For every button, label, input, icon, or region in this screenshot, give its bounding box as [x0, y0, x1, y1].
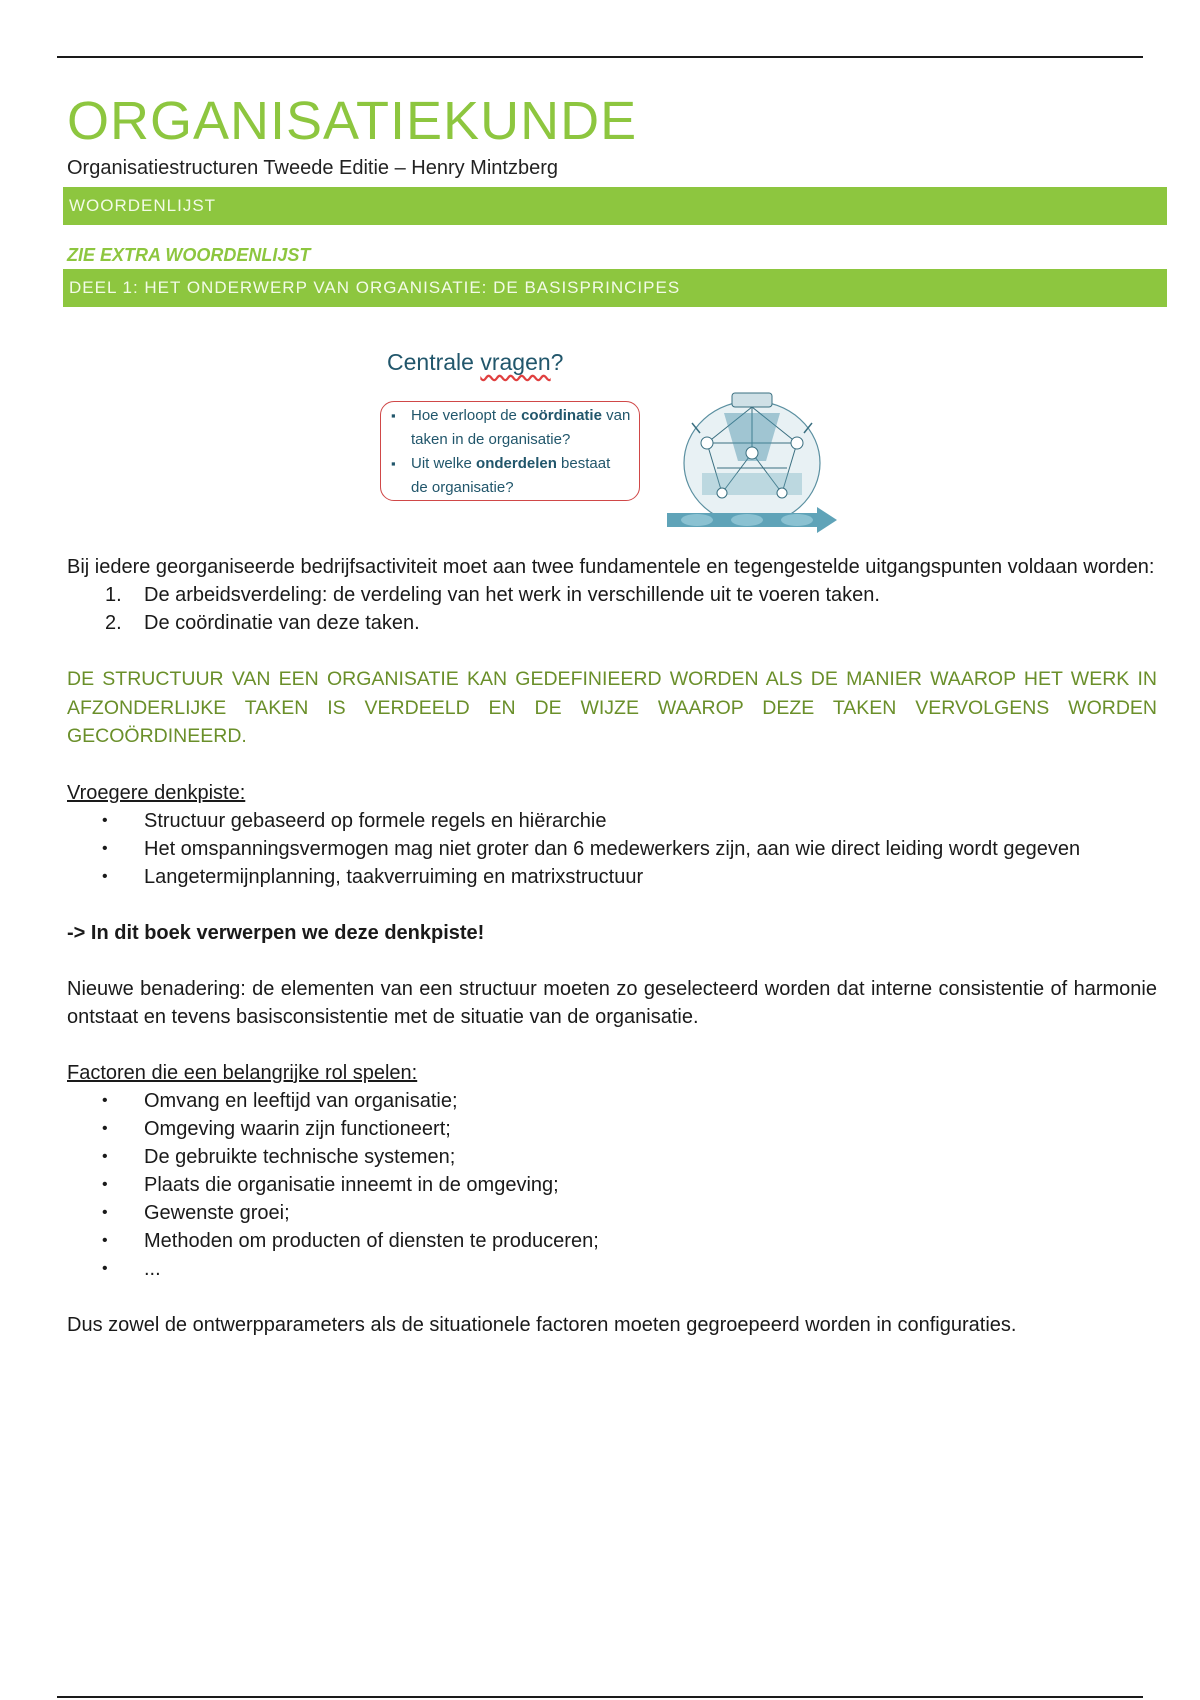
list-item: • Plaats die organisatie inneemt in de omgeving;	[102, 1173, 559, 1196]
list-item: 2. De coördinatie van deze taken.	[105, 612, 420, 634]
extra-woordenlijst-link[interactable]: ZIE EXTRA WOORDENLIJST	[67, 245, 311, 265]
list-item: • Het omspanningsvermogen mag niet groter dan 6 medewerkers zijn, aan wie direct leiding wordt gegeven	[102, 837, 1081, 860]
intro-paragraph: Bij iedere georganiseerde bedrijfsactiviteit moet aan twee fundamentele en tegengestelde uitgangspunten voldaan worden:	[67, 556, 1155, 578]
structure-definition: DE STRUCTUUR VAN EEN ORGANISATIE KAN GEDEFINIEERD WORDEN ALS DE MANIER WAAROP HET WERK IN AFZONDERLIJKE TAKEN IS VERDEELD EN DE WIJZE WAAROP DEZE TAKEN VERVOLGENS WORDEN GECOÖRDINEERD.	[67, 668, 1157, 747]
organisation-diagram-icon	[662, 383, 842, 543]
factors-list	[67, 1087, 1157, 1283]
new-approach-paragraph: Nieuwe benadering: de elementen van een structuur moeten zo geselecteerd worden dat interne consistentie of harmonie ontstaat en tevens basisconsistentie met de situatie van de organisatie.	[67, 977, 1157, 1028]
old-approach-heading: Vroegere denkpiste:	[67, 781, 246, 804]
factors-heading: Factoren die een belangrijke rol spelen:	[67, 1061, 418, 1084]
list-item: • Methoden om producten of diensten te produceren;	[102, 1229, 599, 1252]
reject-statement: -> In dit boek verwerpen we deze denkpiste!	[67, 921, 485, 944]
questions-box	[380, 401, 640, 501]
list-item: • Gewenste groei;	[102, 1201, 290, 1224]
list-item: • De gebruikte technische systemen;	[102, 1145, 456, 1168]
old-approach-list	[67, 807, 1157, 891]
bottom-rule	[57, 1696, 1143, 1698]
list-item: • Langetermijnplanning, taakverruiming en matrixstructuur	[102, 865, 644, 888]
question-coordination: ▪ Hoe verloopt de coördinatie van taken in de organisatie?	[411, 404, 631, 452]
top-rule	[57, 56, 1143, 58]
section-band-deel1: DEEL 1: HET ONDERWERP VAN ORGANISATIE: DE BASISPRINCIPES	[63, 269, 1167, 307]
list-item: • Structuur gebaseerd op formele regels en hiërarchie	[102, 809, 607, 832]
list-item: 1. De arbeidsverdeling: de verdeling van het werk in verschillende uit te voeren taken.	[105, 584, 880, 606]
question-parts: ▪ Uit welke onderdelen bestaat de organisatie?	[411, 452, 631, 500]
list-item: • Omvang en leeftijd van organisatie;	[102, 1089, 458, 1112]
numbered-list	[67, 581, 1157, 637]
conclusion-paragraph: Dus zowel de ontwerpparameters als de situationele factoren moeten gegroepeerd worden in configuraties.	[67, 1313, 1017, 1336]
document-page	[67, 90, 1157, 1339]
section-band-woordenlijst: WOORDENLIJST	[63, 187, 1167, 225]
central-questions-figure	[67, 313, 1157, 553]
page-subtitle: Organisatiestructuren Tweede Editie – Henry Mintzberg	[67, 157, 558, 179]
list-item: • ...	[102, 1257, 161, 1280]
page-title: ORGANISATIEKUNDE	[67, 91, 638, 151]
figure-title: Centrale vragen?	[387, 349, 564, 375]
list-item: • Omgeving waarin zijn functioneert;	[102, 1117, 451, 1140]
